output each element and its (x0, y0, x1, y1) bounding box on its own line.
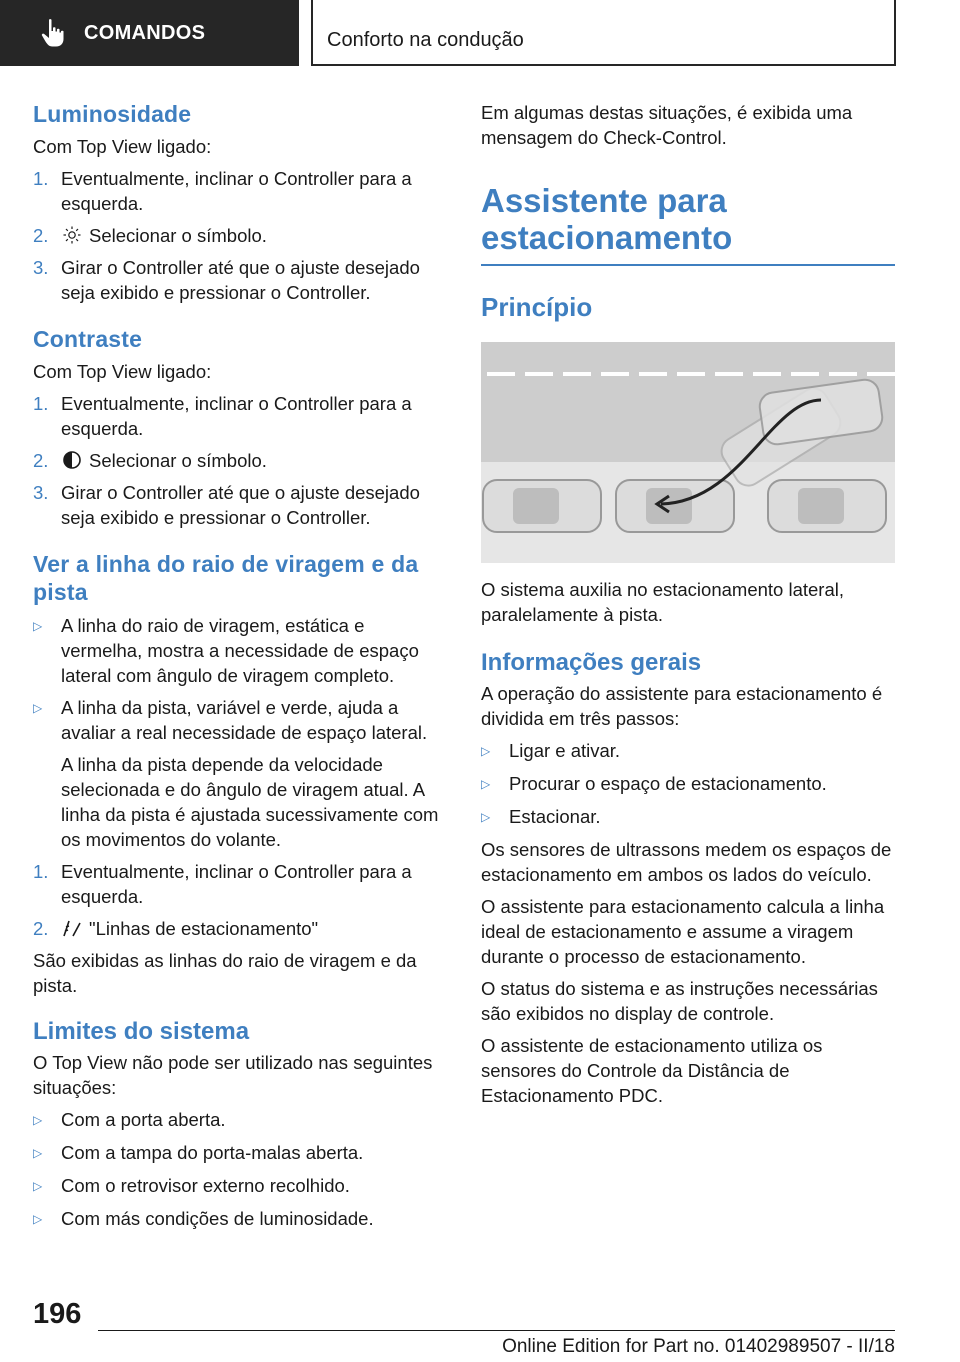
hand-pointer-icon (40, 18, 66, 48)
list-item: 1. Eventualmente, inclinar o Controller para a esquerda. (33, 168, 412, 214)
bullet-triangle-icon: ▷ (33, 1212, 43, 1226)
bullet-triangle-icon: ▷ (33, 619, 43, 633)
list-item: ▷ Com más condições de luminosidade. (33, 1206, 447, 1232)
section-limites (33, 1018, 447, 1232)
section-tab (0, 0, 299, 66)
right-column (481, 100, 895, 1108)
paragraph: O assistente de estacionamento utiliza os sensores do Controle da Distância de Estacionamento PDC. (481, 1035, 823, 1106)
bullet-triangle-icon: ▷ (33, 1146, 43, 1160)
intro-check-control: Em algumas destas situações, é exibida uma mensagem do Check-Control. (481, 102, 853, 148)
bullet-triangle-icon: ▷ (481, 810, 491, 824)
list-item: 1. Eventualmente, inclinar o Controller para a esquerda. (33, 861, 412, 907)
paragraph: O status do sistema e as instruções necessárias são exibidos no display de controle. (481, 978, 878, 1024)
heading-linhas: Ver a linha do raio de viragem e da pista (33, 551, 419, 605)
parking-lines-icon (61, 918, 83, 938)
heading-contraste: Contraste (33, 326, 143, 352)
brightness-icon (61, 225, 83, 245)
left-column (33, 100, 447, 1232)
chapter-tab (311, 0, 896, 66)
heading-limites: Limites do sistema (33, 1018, 250, 1045)
list-item: ▷ Com a tampa do porta-malas aberta. (33, 1140, 447, 1166)
list-item: 2. Selecionar o símbolo. (33, 450, 267, 471)
bullet-triangle-icon: ▷ (33, 1179, 43, 1193)
list-item: ▷ Com o retrovisor externo recolhido. (33, 1173, 447, 1199)
list-item: 3. Girar o Controller até que o ajuste desejado seja exibido e pressionar o Controller. (33, 482, 420, 528)
contrast-icon (61, 450, 83, 470)
list-item: ▷ A linha do raio de viragem, estática e vermelha, mostra a necessidade de espaço lateral com ângulo de viragem completo. (33, 615, 419, 686)
sub-paragraph: A linha da pista depende da velocidade selecionada e do ângulo de viragem atual. A linha da pista é ajustada sucessivamente com os movimentos do volante. (61, 754, 439, 850)
chapter-title: Assistente para estacionamento (481, 182, 895, 266)
list-item: ▷ Estacionar. (481, 804, 895, 830)
footer-divider (98, 1330, 895, 1331)
list-item: ▷ Com a porta aberta. (33, 1107, 447, 1133)
list-item: 2. Selecionar o símbolo. (33, 225, 267, 246)
intro-informacoes: A operação do assistente para estacionamento é dividida em três passos: (481, 683, 883, 729)
intro-luminosidade: Com Top View ligado: (33, 136, 212, 157)
list-item: 1. Eventualmente, inclinar o Controller para a esquerda. (33, 393, 412, 439)
bullet-triangle-icon: ▷ (33, 701, 43, 715)
bullet-triangle-icon: ▷ (33, 1113, 43, 1127)
section-label: COMANDOS (84, 21, 206, 44)
chapter-label: Conforto na condução (327, 29, 524, 51)
bullet-triangle-icon: ▷ (481, 744, 491, 758)
principio-caption: O sistema auxilia no estacionamento lateral, paralelamente à pista. (481, 579, 844, 625)
edition-note: Online Edition for Part no. 01402989507 - II/18 (502, 1336, 895, 1357)
page-number: 196 (33, 1298, 82, 1330)
intro-limites: O Top View não pode ser utilizado nas seguintes situações: (33, 1052, 433, 1098)
list-item: ▷ Procurar o espaço de estacionamento. (481, 771, 895, 797)
list-item: 2. "Linhas de estacionamento" (33, 918, 319, 939)
section-luminosidade (33, 100, 447, 305)
closing-paragraph: São exibidas as linhas do raio de viragem e da pista. (33, 950, 417, 996)
bullet-triangle-icon: ▷ (481, 777, 491, 791)
list-item: ▷ A linha da pista, variável e verde, ajuda a avaliar a real necessidade de espaço lateral. (33, 697, 428, 743)
heading-luminosidade: Luminosidade (33, 101, 192, 127)
paragraph: Os sensores de ultrassons medem os espaços de estacionamento em ambos os lados do veículo. (481, 839, 892, 885)
page-header (0, 0, 960, 66)
section-contraste (33, 325, 447, 530)
parking-illustration (481, 342, 895, 563)
heading-informacoes: Informações gerais (481, 649, 702, 676)
heading-principio: Princípio (481, 292, 593, 322)
intro-contraste: Com Top View ligado: (33, 361, 212, 382)
paragraph: O assistente para estacionamento calcula a linha ideal de estacionamento e assume a viragem durante o processo de estacionamento. (481, 896, 885, 967)
section-linhas (33, 550, 447, 998)
list-item: ▷ Ligar e ativar. (481, 738, 895, 764)
list-item: 3. Girar o Controller até que o ajuste desejado seja exibido e pressionar o Controller. (33, 257, 420, 303)
